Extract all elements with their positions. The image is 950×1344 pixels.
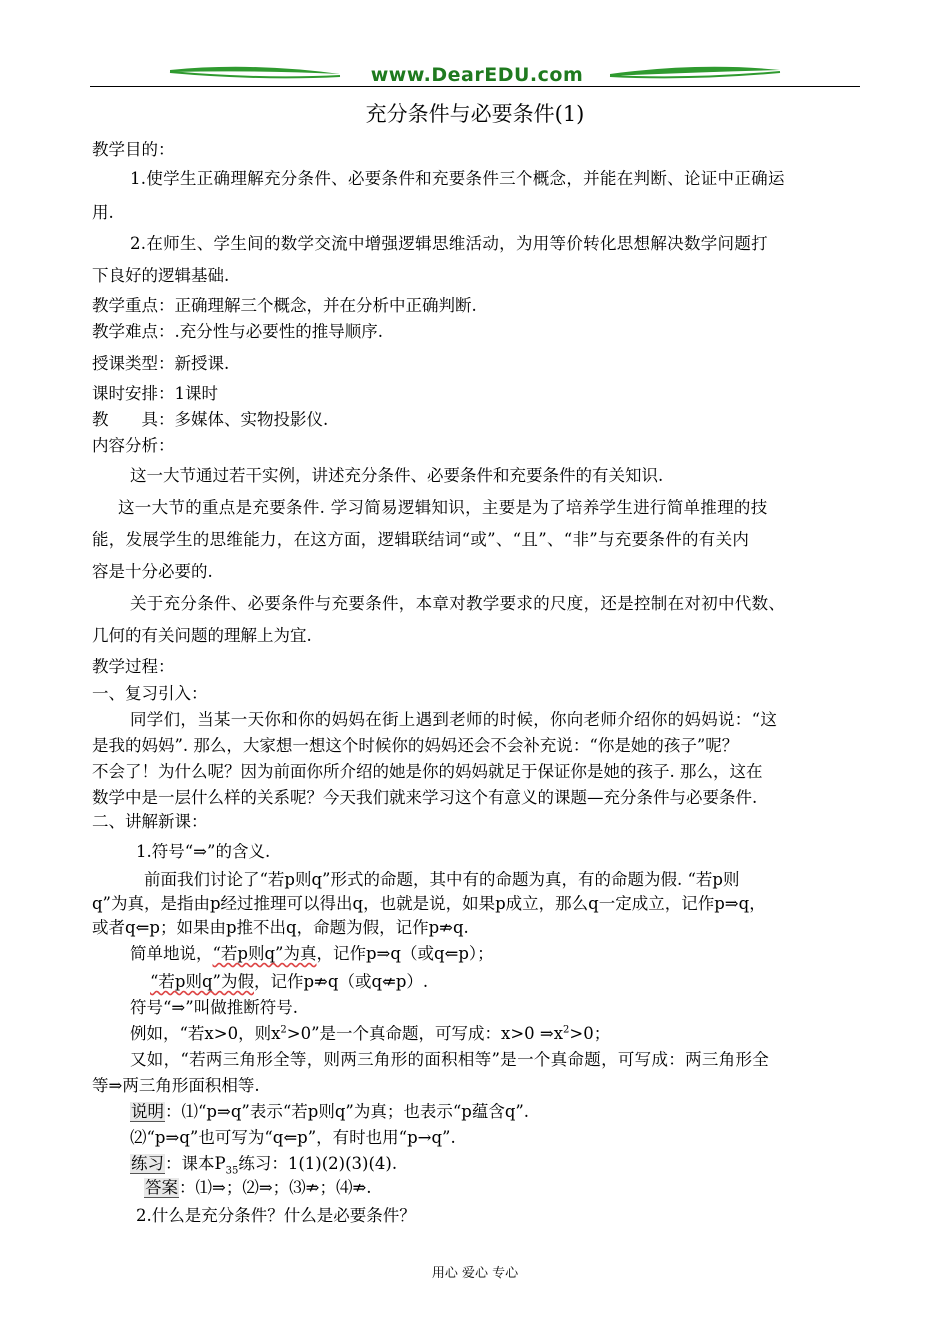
paragraph-line: 几何的有关问题的理解上为宜. <box>92 626 312 645</box>
note-line <box>130 1098 529 1122</box>
paragraph-line: 1.使学生正确理解充分条件、必要条件和充要条件三个概念，并能在判断、论证中正确运 <box>130 169 785 188</box>
paragraph-line <box>130 940 494 964</box>
answer-label: 答案 <box>145 1178 178 1197</box>
text-run: >0”是一个真命题，可写成：x>0 ⇒x <box>286 1024 564 1043</box>
superscript: 2 <box>563 1024 570 1036</box>
paragraph-line: 教 具：多媒体、实物投影仪. <box>92 410 329 429</box>
text-run: ，记作p⇒q（或q⇐p）； <box>316 944 494 963</box>
page-title: 充分条件与必要条件(1) <box>365 102 585 126</box>
text-run: 例如，“若x>0，则x <box>130 1024 281 1043</box>
section-heading: 一、复习引入： <box>92 684 208 703</box>
section-heading: 教学过程： <box>92 657 175 676</box>
paragraph-line: 能，发展学生的思维能力，在这方面，逻辑联结词“或”、“且”、“非”与充要条件的有关内 <box>92 530 750 549</box>
section-heading: 内容分析： <box>92 436 175 455</box>
note-label: 说明 <box>131 1102 164 1121</box>
text-run: 练习：1(1)(2)(3)(4). <box>238 1154 398 1173</box>
exercise-label: 练习 <box>131 1154 164 1173</box>
site-logo[interactable]: www.DearEDU.com <box>370 64 584 86</box>
paragraph-line: 同学们，当某一天你和你的妈妈在街上遇到老师的时候，你向老师介绍你的妈妈说：“这 <box>130 710 778 729</box>
subscript: 35 <box>225 1165 239 1177</box>
underlined-phrase: “若p则q”为假 <box>150 972 254 991</box>
paragraph-line: 数学中是一层什么样的关系呢？今天我们就来学习这个有意义的课题—充分条件与必要条件. <box>92 788 758 807</box>
header-divider <box>90 86 860 87</box>
paragraph-line: 或者q⇐p；如果由p推不出q，命题为假，记作p⇏q. <box>92 918 469 937</box>
text-run: 简单地说， <box>130 944 213 963</box>
underlined-phrase: “若p则q”为真 <box>212 944 317 963</box>
paragraph-line: 这一大节的重点是充要条件. 学习简易逻辑知识，主要是为了培养学生进行简单推理的技 <box>118 498 768 517</box>
paragraph-line: 前面我们讨论了“若p则q”形式的命题，其中有的命题为真，有的命题为假. “若p则 <box>144 870 740 889</box>
paragraph-line: 课时安排：1课时 <box>92 384 218 403</box>
page-footer: 用心 爱心 专心 <box>431 1266 519 1281</box>
text-run: >0； <box>569 1024 611 1043</box>
superscript: 2 <box>280 1024 287 1036</box>
subsection-heading: 1.符号“⇒”的含义. <box>136 842 271 861</box>
paragraph-line: 这一大节通过若干实例，讲述充分条件、必要条件和充要条件的有关知识. <box>130 466 664 485</box>
paragraph-line: 关于充分条件、必要条件与充要条件，本章对教学要求的尺度，还是控制在对初中代数、 <box>130 594 786 613</box>
paragraph-line: 等⇒两三角形面积相等. <box>92 1076 260 1095</box>
exercise-line <box>130 1150 397 1176</box>
paragraph-line: 下良好的逻辑基础. <box>92 266 230 285</box>
page-header <box>90 60 860 90</box>
section-heading: 二、讲解新课： <box>92 812 208 831</box>
paragraph-line: q”为真，是指由p经过推理可以得出q，也就是说，如果p成立，那么q一定成立，记作p⇒q， <box>92 894 766 913</box>
paragraph-line: 符号“⇒”叫做推断符号. <box>130 998 298 1017</box>
paragraph-line: 授课类型：新授课. <box>92 354 230 373</box>
paragraph-line: 是我的妈妈”. 那么，大家想一想这个时候你的妈妈还会不会补充说：“你是她的孩子”呢？ <box>92 736 739 755</box>
paragraph-line <box>150 968 428 992</box>
text-run: ：课本P <box>165 1154 226 1173</box>
text-run: ，记作p⇏q（或q⇍p）. <box>254 972 429 991</box>
paragraph-line: 又如，“若两三角形全等，则两三角形的面积相等”是一个真命题，可写成：两三角形全 <box>130 1050 770 1069</box>
section-heading: 教学目的： <box>92 140 175 159</box>
note-line: ⑵“p⇒q”也可写为“q⇐p”，有时也用“p→q”. <box>130 1128 456 1147</box>
paragraph-line: 用. <box>92 203 114 222</box>
paragraph-line: 2.在师生、学生间的数学交流中增强逻辑思维活动，为用等价转化思想解决数学问题打 <box>130 234 768 253</box>
paragraph-line: 教学重点：正确理解三个概念，并在分析中正确判断. <box>92 296 477 315</box>
paragraph-line: 容是十分必要的. <box>92 562 213 581</box>
paragraph-line: 教学难点：.充分性与必要性的推导顺序. <box>92 322 383 341</box>
subsection-heading: 2.什么是充分条件？什么是必要条件？ <box>136 1206 416 1225</box>
answer-line <box>144 1174 372 1198</box>
paragraph-line <box>130 1020 610 1044</box>
text-run: ：⑴⇒；⑵⇒；⑶⇏；⑷⇏. <box>179 1178 372 1197</box>
text-run: ：⑴“p⇒q”表示“若p则q”为真；也表示“p蕴含q”. <box>165 1102 530 1121</box>
paragraph-line: 不会了！为什么呢？因为前面你所介绍的她是你的妈妈就足于保证你是她的孩子. 那么，这在 <box>92 762 763 781</box>
